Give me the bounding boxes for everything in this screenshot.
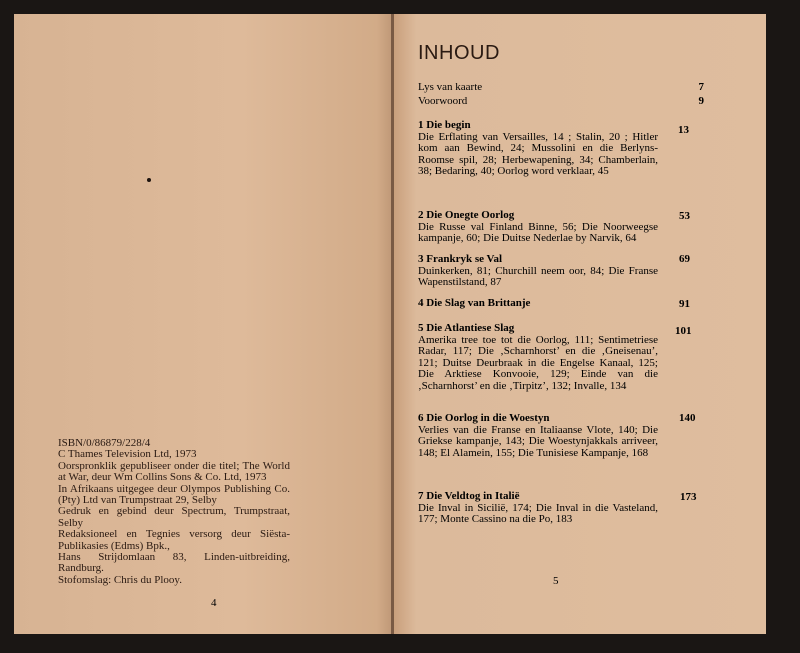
table-of-contents xyxy=(418,82,712,105)
chapter-desc: Die Erflating van Versailles, 14 ; Stalin, 20 ; Hitler kom aan Bewind, 24; Mussolini en die Berlyns-Roomse spil, 28; Herbewapening, 34; Chamberlain, 38; Bedaring, 40; Oorlog word verklaar, 45 xyxy=(418,130,658,178)
page-number-right: 5 xyxy=(553,575,559,587)
chapter-7-page: 173 xyxy=(680,491,697,503)
toc-page: 7 xyxy=(698,81,704,93)
chapter-title: 5 Die Atlantiese Slag xyxy=(418,322,515,334)
original-title-line: Oorspronklik gepubliseer onder die titel; The World at War, deur Wm Collins Sons & Co. Ltd, 1973 xyxy=(58,459,290,484)
chapter-title: 7 Die Veldtog in Italië xyxy=(418,490,520,502)
chapter-title: 1 Die begin xyxy=(418,119,471,131)
imprint-block xyxy=(58,438,290,586)
toc-entry-maps xyxy=(418,82,712,94)
chapter-5 xyxy=(418,323,668,393)
chapter-6 xyxy=(418,413,668,459)
chapter-title: 6 Die Oorlog in die Woestyn xyxy=(418,412,550,424)
chapter-1-page: 13 xyxy=(678,124,689,136)
printer-line: Gedruk en gebind deur Spectrum, Trumpstraat, Selby xyxy=(58,505,290,529)
page-number-left: 4 xyxy=(211,597,217,609)
chapter-title: 4 Die Slag van Brittanje xyxy=(418,297,531,309)
contents-heading: INHOUD xyxy=(418,42,500,64)
cover-credit-line: Stofomslag: Chris du Plooy. xyxy=(58,573,182,586)
chapter-title: 2 Die Onegte Oorlog xyxy=(418,209,515,221)
chapter-3-page: 69 xyxy=(679,253,690,265)
toc-page: 9 xyxy=(698,94,704,107)
chapter-desc: Duinkerken, 81; Churchill neem oor, 84; Die Franse Wapenstilstand, 87 xyxy=(418,264,658,289)
chapter-desc: Die Inval in Sicilië, 174; Die Inval in die Vasteland, 177; Monte Cassino na die Po, 183 xyxy=(418,501,658,526)
toc-label: Lys van kaarte xyxy=(418,81,483,93)
chapter-desc: Die Russe val Finland Binne, 56; Die Noorweegse kampanje, 60; Die Duitse Nederlae by Narvik, 64 xyxy=(418,220,658,245)
chapter-title: 3 Frankryk se Val xyxy=(418,253,503,265)
chapter-6-page: 140 xyxy=(679,412,696,424)
address-line: Hans Strijdomlaan 83, Linden-uitbreiding, Randburg. xyxy=(58,551,290,575)
toc-label: Voorwoord xyxy=(418,94,468,107)
copyright-line: C Thames Television Ltd, 1973 xyxy=(58,448,197,461)
toc-entry-foreword xyxy=(418,96,712,108)
chapter-2 xyxy=(418,210,668,245)
chapter-4-page: 91 xyxy=(679,298,690,310)
publisher-line: In Afrikaans uitgegee deur Olympos Publishing Co. (Pty) Ltd van Trumpstraat 29, Selby xyxy=(58,482,290,507)
chapter-desc: Amerika tree toe tot die Oorlog, 111; Sentimetriese Radar, 117; Die ‚Scharnhorst’ en die ‚Gneisenau’, 121; Duitse Deurbraak in die Engelse Kanaal, 125; Die Arktiese Konvooie, 129; Einde van die ‚Scharnhorst’ en die ‚Tirpitz’, 132; Invalle, 134 xyxy=(418,333,658,392)
isbn-line: ISBN/0/86879/228/4 xyxy=(58,437,151,449)
ink-spot xyxy=(147,178,151,182)
chapter-7 xyxy=(418,491,668,526)
chapter-5-page: 101 xyxy=(675,325,692,337)
chapter-3 xyxy=(418,254,668,289)
chapter-2-page: 53 xyxy=(679,210,690,222)
editorial-line: Redaksioneel en Tegnies versorg deur Siësta-Publikasies (Edms) Bpk., xyxy=(58,528,290,552)
chapter-1 xyxy=(418,120,668,178)
chapter-4 xyxy=(418,298,668,310)
chapter-desc: Verlies van die Franse en Italiaanse Vlote, 140; Die Griekse kampanje, 143; Die Woestynjakkals arriveer, 148; El Alamein, 155; Die Tunisiese Kampanje, 168 xyxy=(418,423,658,459)
